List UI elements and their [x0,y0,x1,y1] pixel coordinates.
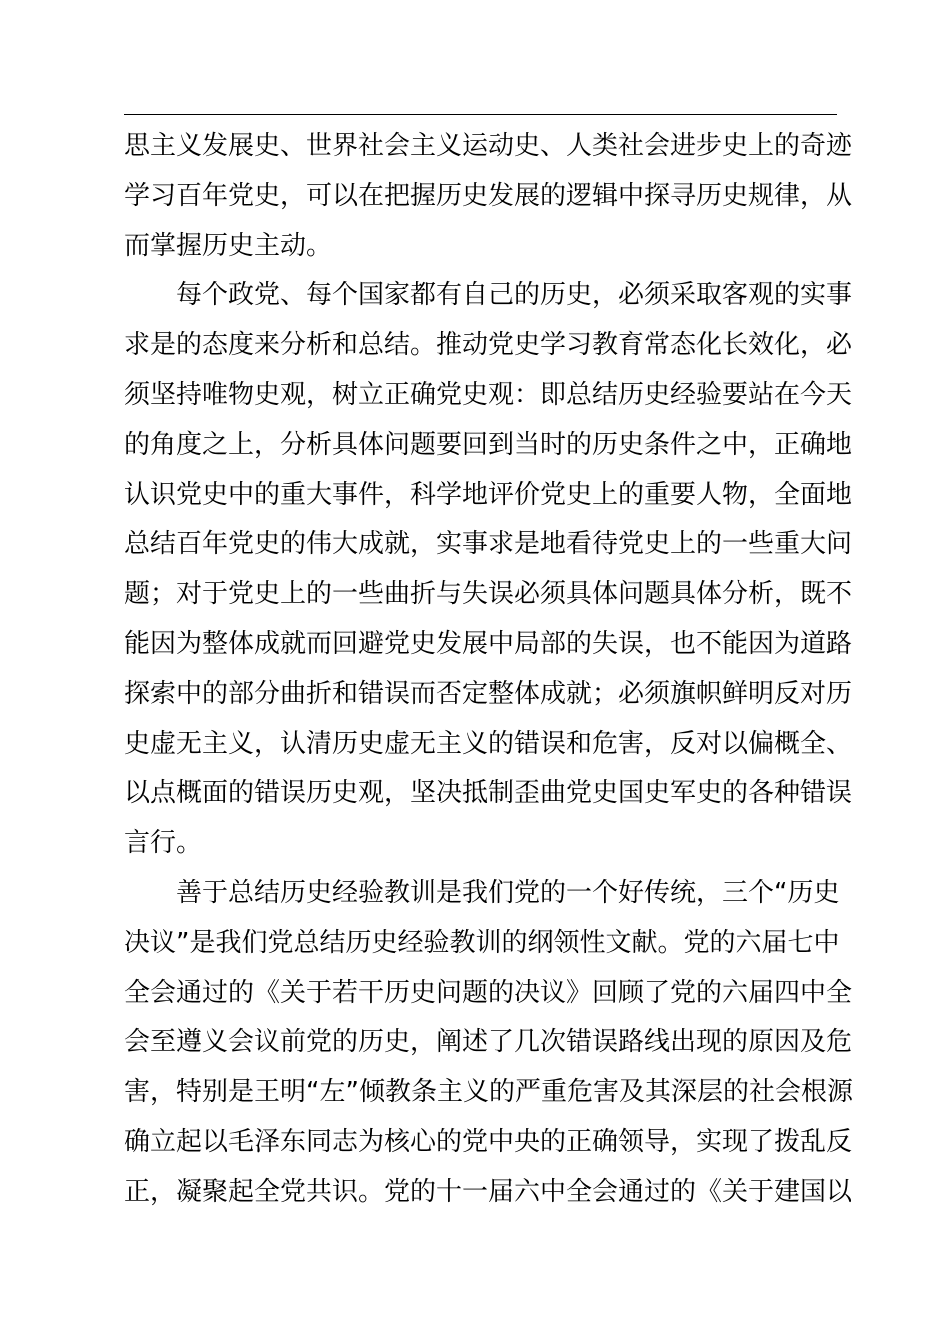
text-line: 言行。 [124,828,203,859]
text-line: 探索中的部分曲折和错误而否定整体成就；必须旗帜鲜明反对历 [124,678,853,709]
text-line: 总结百年党史的伟大成就，实事求是地看待党史上的一些重大问 [124,529,853,560]
text-line: 的角度之上，分析具体问题要回到当时的历史条件之中，正确地 [124,429,853,460]
text-line: 题；对于党史上的一些曲折与失误必须具体问题具体分析，既不 [124,579,853,610]
paragraph-3 [124,869,853,1218]
text-line: 须坚持唯物史观，树立正确党史观：即总结历史经验要站在今天 [124,379,853,410]
paragraph-2 [124,271,853,869]
text-line: 能因为整体成就而回避党史发展中局部的失误，也不能因为道路 [124,628,853,659]
text-line: 每个政党、每个国家都有自己的历史，必须采取客观的实事 [176,280,853,311]
document-body [124,122,853,1218]
text-line: 善于总结历史经验教训是我们党的一个好传统，三个“历史 [176,877,840,908]
paragraph-1 [124,122,853,271]
text-line: 害，特别是王明“左”倾教条主义的严重危害及其深层的社会根源 [124,1077,853,1108]
text-line: 学习百年党史，可以在把握历史发展的逻辑中探寻历史规律，从 [124,180,853,211]
text-line: 全会通过的《关于若干历史问题的决议》回顾了党的六届四中全 [124,977,853,1008]
header-rule [124,114,837,115]
text-line: 思主义发展史、世界社会主义运动史、人类社会进步史上的奇迹 [124,131,853,161]
text-line: 决议”是我们党总结历史经验教训的纲领性文献。党的六届七中 [124,927,840,958]
text-line: 史虚无主义，认清历史虚无主义的错误和危害，反对以偏概全、 [124,728,853,759]
text-line: 求是的态度来分析和总结。推动党史学习教育常态化长效化，必 [124,330,853,361]
text-line: 正，凝聚起全党共识。党的十一届六中全会通过的《关于建国以 [124,1176,853,1207]
text-line: 而掌握历史主动。 [124,230,333,261]
text-line: 认识党史中的重大事件，科学地评价党史上的重要人物，全面地 [124,479,853,510]
text-line: 以点概面的错误历史观，坚决抵制歪曲党史国史军史的各种错误 [124,778,853,809]
text-line: 确立起以毛泽东同志为核心的党中央的正确领导，实现了拨乱反 [124,1126,853,1157]
text-line: 会至遵义会议前党的历史，阐述了几次错误路线出现的原因及危 [124,1027,853,1058]
